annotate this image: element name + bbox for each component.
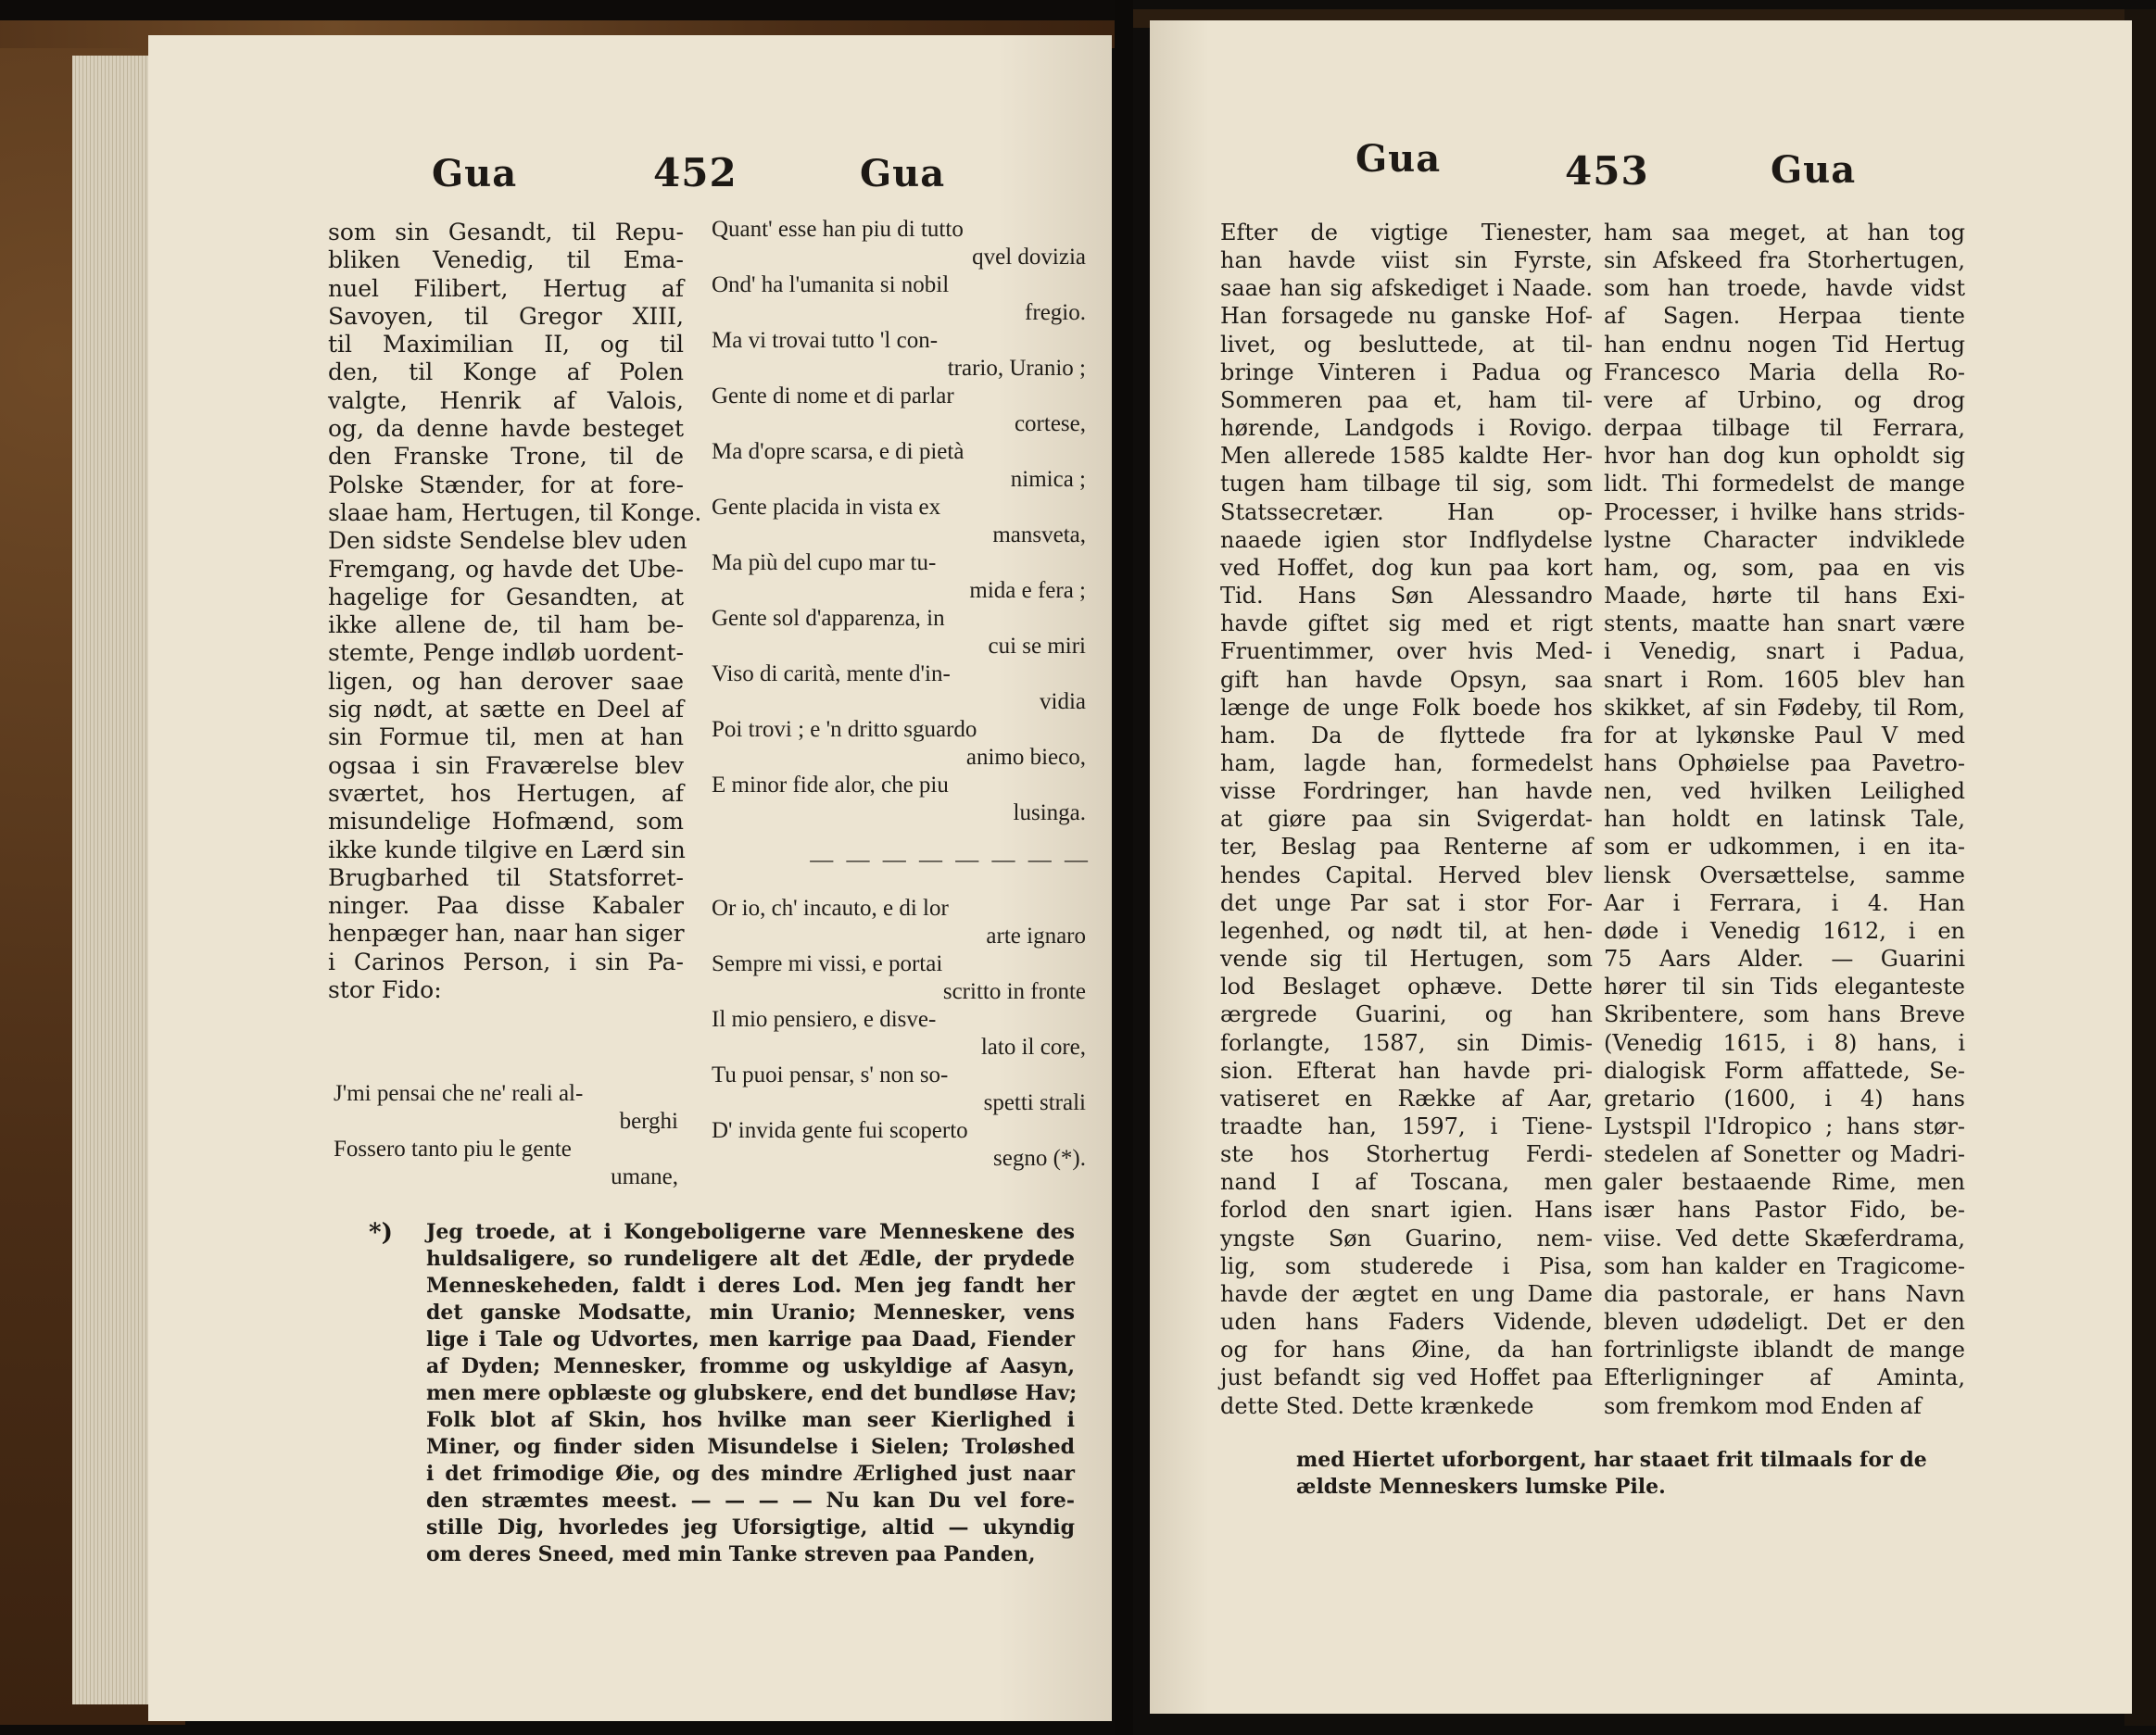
text-line: ham, og, som, paa en vis	[1604, 554, 1965, 581]
text-line: Brugbarhed til Statsforret-	[328, 863, 684, 891]
footnote-text	[426, 1219, 1078, 1568]
footnote-continuation	[1296, 1447, 1959, 1501]
left-column-text	[328, 219, 702, 1004]
text-line: døde i Venedig 1612, i en	[1604, 917, 1965, 944]
verse-main: Gente di nome et di parlar	[712, 383, 954, 409]
text-line: lystne Character indviklede	[1604, 526, 1965, 553]
verse-line	[712, 950, 1091, 1006]
text-line: dia pastorale, er hans Navn	[1604, 1280, 1965, 1307]
verse-main: Quant' esse han piu di tutto	[712, 217, 964, 242]
text-line: lige i Tale og Udvortes, men karrige paa Daad, Fiender	[426, 1327, 1075, 1352]
text-line: hans Ophøielse paa Pavetro-	[1604, 749, 1965, 776]
text-line: længe de unge Folk boede hos	[1220, 694, 1593, 721]
verse-line	[712, 1062, 1091, 1117]
text-line: gretario (1600, i 4) hans	[1604, 1085, 1965, 1112]
page-edges	[72, 56, 152, 1704]
footnote-marker: *)	[369, 1219, 393, 1247]
page-number: 453	[1565, 148, 1649, 194]
text-line: ærgrede Guarini, og han	[1220, 1001, 1593, 1028]
verse-continuation: lato il core,	[980, 1035, 1086, 1060]
right-page	[1150, 20, 2132, 1714]
verse-continuation: lusinga.	[1013, 800, 1086, 825]
text-line: stemte, Penge indløb uordent-	[328, 639, 684, 667]
text-line: Tid. Hans Søn Alessandro	[1220, 583, 1593, 610]
text-line: stents, maatte han snart være	[1604, 610, 1965, 637]
text-line: Polske Stænder, for at fore-	[328, 471, 684, 498]
header-right-word: Gua	[1771, 148, 1857, 192]
verse-main: Il mio pensiero, e disve-	[712, 1007, 937, 1032]
verse-line	[712, 271, 1091, 327]
verse-main: J'mi pensai che ne' reali al-	[334, 1081, 584, 1106]
text-line: dialogisk Form affattede, Se-	[1604, 1057, 1965, 1084]
text-line: ham. Da de flyttede fra	[1220, 722, 1593, 748]
text-line: ved Hoffet, dog kun paa kort	[1220, 554, 1593, 581]
verse-main: Ma vi trovai tutto 'l con-	[712, 328, 939, 353]
text-line: yngste Søn Guarino, nem-	[1220, 1225, 1593, 1251]
verse-main: Poi trovi ; e 'n dritto sguardo	[712, 717, 977, 742]
text-line: om deres Sneed, med min Tanke streven paa Panden,	[426, 1542, 1036, 1566]
text-line: som fremkom mod Enden af	[1604, 1392, 1922, 1419]
verse-main: Ond' ha l'umanita si nobil	[712, 272, 950, 297]
text-line: sig nødt, at sætte en Deel af	[328, 696, 684, 723]
text-line: galer bestaaende Rime, men	[1604, 1169, 1965, 1196]
text-line: Efterligninger af Aminta,	[1604, 1364, 1965, 1391]
verse-line	[712, 660, 1091, 716]
text-line: bliken Venedig, til Ema-	[328, 246, 684, 274]
verse-line	[712, 605, 1091, 660]
verse-line	[712, 216, 1091, 271]
text-line: i Carinos Person, i sin Pa-	[328, 948, 684, 975]
text-line: ninger. Paa disse Kabaler	[328, 892, 684, 920]
verse-main: Viso di carità, mente d'in-	[712, 661, 951, 686]
page-number: 452	[653, 150, 738, 195]
text-line: traadte han, 1597, i Tiene-	[1220, 1113, 1593, 1139]
text-line: til Maximilian II, og til	[328, 331, 684, 358]
text-line: den, til Konge af Polen	[328, 358, 684, 386]
text-line: men mere opblæste og glubskere, end det bundløse Hav;	[426, 1381, 1078, 1405]
text-line: visse Fordringer, han havde	[1220, 778, 1593, 805]
verse-continuation: nimica ;	[1010, 467, 1086, 492]
verse-continuation: mansveta,	[992, 522, 1086, 547]
verse-main: Gente placida in vista ex	[712, 495, 941, 520]
verse-line	[712, 1117, 1091, 1173]
text-line: sin Afskeed fra Storhertugen,	[1604, 247, 1965, 274]
text-line: ham saa meget, at han tog	[1604, 220, 1965, 245]
text-line: Folk blot af Skin, hos hvilke man seer Kierlighed i	[426, 1408, 1075, 1432]
text-line: Skribentere, som hans Breve	[1604, 1001, 1965, 1028]
text-line: af Sagen. Herpaa tiente	[1604, 303, 1965, 330]
text-line: ligen, og han derover saae	[328, 667, 684, 695]
text-line: ham, lagde han, formedelst	[1220, 749, 1593, 776]
text-line: som han troede, havde vidst	[1604, 275, 1965, 302]
text-line: af Dyden; Mennesker, fromme og uskyldige af Aasyn,	[426, 1354, 1075, 1378]
text-line: i det frimodige Øie, og des mindre Ærlighed just naar	[426, 1462, 1075, 1486]
verse-right-column-2	[712, 895, 1091, 1173]
verse-line	[712, 1006, 1091, 1062]
verse-main: Or io, ch' incauto, e di lor	[712, 896, 949, 921]
text-line: hører til sin Tids eleganteste	[1604, 974, 1965, 1000]
verse-line	[712, 383, 1091, 438]
text-line: Fremgang, og havde det Ube-	[328, 555, 684, 583]
right-column-1-text	[1220, 219, 1593, 1420]
verse-line	[712, 494, 1091, 549]
text-line: vende sig til Hertugen, som	[1220, 946, 1593, 973]
text-line: slaae ham, Hertugen, til Konge.	[328, 498, 702, 526]
text-line: Menneskeheden, faldt i deres Lod. Men jeg fandt her	[426, 1274, 1075, 1298]
text-line: Savoyen, til Gregor XIII,	[328, 302, 684, 330]
verse-main: E minor fide alor, che piu	[712, 773, 949, 798]
text-line: ogsaa i sin Fraværelse blev	[328, 751, 684, 779]
verse-main: Fossero tanto piu le gente	[334, 1137, 572, 1162]
text-line: Miner, og finder siden Misundelse i Sielen; Troløshed	[426, 1435, 1075, 1459]
text-line: snart i Rom. 1605 blev han	[1604, 666, 1965, 693]
text-line: nuel Filibert, Hertug af	[328, 274, 684, 302]
text-line: ældste Menneskers lumske Pile.	[1296, 1475, 1666, 1499]
text-line: og, da denne havde besteget	[328, 415, 684, 443]
text-line: han havde viist sin Fyrste,	[1220, 247, 1593, 274]
right-column-2-text	[1604, 219, 1965, 1420]
verse-continuation: umane,	[611, 1164, 678, 1189]
text-line: Den sidste Sendelse blev uden	[328, 527, 687, 555]
text-line: ter, Beslag paa Renterne af	[1220, 834, 1593, 861]
text-line: det ganske Modsatte, min Uranio; Mennesker, vens	[426, 1301, 1075, 1325]
verse-continuation: berghi	[619, 1109, 678, 1134]
text-line: sværtet, hos Hertugen, af	[328, 779, 684, 807]
text-line: at giøre paa sin Svigerdat-	[1220, 806, 1593, 833]
verse-continuation: segno (*).	[993, 1146, 1086, 1171]
text-line: Men allerede 1585 kaldte Her-	[1220, 443, 1593, 470]
text-line: hvor han dog kun opholdt sig	[1604, 443, 1965, 470]
text-line: især hans Pastor Fido, be-	[1604, 1197, 1965, 1224]
text-line: Francesco Maria della Ro-	[1604, 358, 1965, 385]
text-line: 75 Aars Alder. — Guarini	[1604, 946, 1965, 973]
text-line: lig, som studerede i Pisa,	[1220, 1252, 1593, 1279]
verse-continuation: trario, Uranio ;	[947, 356, 1086, 381]
text-line: sion. Efterat han havde pri-	[1220, 1057, 1593, 1084]
text-line: som er udkommen, i en ita-	[1604, 834, 1965, 861]
text-line: Maade, hørte til hans Exi-	[1604, 583, 1965, 610]
verse-continuation: mida e fera ;	[969, 578, 1086, 603]
text-line: i Venedig, snart i Padua,	[1604, 638, 1965, 665]
text-line: stor Fido:	[328, 976, 442, 1004]
text-line: forlod den snart igien. Hans	[1220, 1197, 1593, 1224]
text-line: stedelen af Sonetter og Madri-	[1604, 1141, 1965, 1168]
verse-line	[712, 438, 1091, 494]
text-line: ikke allene de, til ham be-	[328, 611, 684, 639]
text-line: som han kalder en Tragicome-	[1604, 1252, 1965, 1279]
text-line: havde der ægtet en ung Dame	[1220, 1280, 1593, 1307]
text-line: nand I af Toscana, men	[1220, 1169, 1593, 1196]
text-line: havde giftet sig med et rigt	[1220, 610, 1593, 637]
verse-line	[712, 772, 1091, 827]
text-line: liensk Oversættelse, samme	[1604, 861, 1965, 888]
text-line: bleven udødeligt. Det er den	[1604, 1309, 1965, 1336]
verse-continuation: fregio.	[1025, 300, 1086, 325]
text-line: hendes Capital. Herved blev	[1220, 861, 1593, 888]
verse-continuation: qvel dovizia	[972, 245, 1086, 270]
verse-line	[712, 895, 1091, 950]
text-line: Aar i Ferrara, i 4. Han	[1604, 889, 1965, 916]
text-line: huldsaligere, so rundeligere alt det Ædle, der prydede	[426, 1247, 1075, 1271]
text-line: gift han havde Opsyn, saa	[1220, 666, 1593, 693]
verse-main: Ma d'opre scarsa, e di pietà	[712, 439, 965, 464]
verse-line	[334, 1080, 684, 1136]
verse-line	[334, 1136, 684, 1191]
verse-line	[712, 327, 1091, 383]
text-line: dette Sted. Dette krænkede	[1220, 1392, 1534, 1419]
text-line: tugen ham tilbage til sig, som	[1220, 471, 1593, 497]
verse-main: D' invida gente fui scoperto	[712, 1118, 968, 1143]
text-line: ste hos Storhertug Ferdi-	[1220, 1141, 1593, 1168]
text-line: viise. Ved dette Skæferdrama,	[1604, 1225, 1965, 1251]
text-line: just befandt sig ved Hoffet paa	[1220, 1364, 1593, 1391]
verse-continuation: cortese,	[1014, 411, 1086, 436]
verse-continuation: cui se miri	[988, 634, 1086, 659]
text-line: Fruentimmer, over hvis Med-	[1220, 638, 1593, 665]
text-line: skikket, af sin Fødeby, til Rom,	[1604, 694, 1965, 721]
verse-continuation: vidia	[1040, 689, 1086, 714]
verse-continuation: scritto in fronte	[942, 979, 1086, 1004]
text-line: som sin Gesandt, til Repu-	[328, 219, 684, 245]
verse-continuation: spetti strali	[983, 1090, 1086, 1115]
text-line: stille Dig, hvorledes jeg Uforsigtige, altid — ukyndig	[426, 1515, 1075, 1540]
text-line: han holdt en latinsk Tale,	[1604, 806, 1965, 833]
left-page	[148, 35, 1112, 1721]
text-line: bringe Vinteren i Padua og	[1220, 358, 1593, 385]
text-line: med Hiertet uforborgent, har staaet frit tilmaals for de	[1296, 1448, 1927, 1472]
text-line: Lystspil l'Idropico ; hans stør-	[1604, 1113, 1965, 1139]
verse-line	[712, 716, 1091, 772]
text-line: Jeg troede, at i Kongeboligerne vare Menneskene des	[426, 1220, 1075, 1244]
verse-main: Ma più del cupo mar tu-	[712, 550, 937, 575]
verse-main: Sempre mi vissi, e portai	[712, 951, 943, 976]
text-line: legenhed, og nødt til, at hen-	[1220, 917, 1593, 944]
verse-line	[712, 549, 1091, 605]
text-line: ikke kunde tilgive en Lærd sin	[328, 836, 686, 863]
verse-left-column	[334, 1080, 684, 1191]
text-line: og for hans Øine, da han	[1220, 1337, 1593, 1364]
text-line: Efter de vigtige Tienester,	[1220, 220, 1593, 245]
verse-right-column	[712, 216, 1091, 827]
verse-main: Gente sol d'apparenza, in	[712, 606, 945, 631]
text-line: lod Beslaget ophæve. Dette	[1220, 974, 1593, 1000]
text-line: nen, ved hvilken Leilighed	[1604, 778, 1965, 805]
text-line: Processer, i hvilke hans strids-	[1604, 498, 1965, 525]
text-line: sin Formue til, men at han	[328, 723, 684, 751]
verse-continuation: arte ignaro	[986, 924, 1086, 949]
text-line: (Venedig 1615, i 8) hans, i	[1604, 1029, 1965, 1056]
text-line: forlangte, 1587, sin Dimis-	[1220, 1029, 1593, 1056]
text-line: lidt. Thi formedelst de mange	[1604, 471, 1965, 497]
text-line: livet, og besluttede, at til-	[1220, 331, 1593, 358]
text-line: han endnu nogen Tid Hertug	[1604, 331, 1965, 358]
text-line: for at lykønske Paul V med	[1604, 722, 1965, 748]
text-line: henpæger han, naar han siger	[328, 920, 685, 948]
header-right-word: Gua	[860, 152, 946, 195]
text-line: vatiseret en Række af Aar,	[1220, 1085, 1593, 1112]
header-left-word: Gua	[432, 152, 518, 195]
text-line: hagelige for Gesandten, at	[328, 583, 684, 610]
right-page-photo	[1133, 0, 2156, 1735]
text-line: den Franske Trone, til de	[328, 443, 684, 471]
text-line: naaede igien stor Indflydelse	[1220, 526, 1593, 553]
text-line: Han forsagede nu ganske Hof-	[1220, 303, 1593, 330]
verse-continuation: animo bieco,	[965, 745, 1086, 770]
text-line: vere af Urbino, og drog	[1604, 386, 1965, 413]
text-line: Statssecretær. Han op-	[1220, 498, 1593, 525]
text-line: misundelige Hofmænd, som	[328, 808, 684, 836]
verse-main: Tu puoi pensar, s' non so-	[712, 1062, 949, 1088]
text-line: uden hans Faders Vidende,	[1220, 1309, 1593, 1336]
text-line: saae han sig afskediget i Naade.	[1220, 275, 1593, 302]
text-line: den stræmtes meest. — — — — Nu kan Du vel fore-	[426, 1489, 1075, 1513]
verse-separator: — — — — — — — —	[810, 848, 1091, 873]
text-line: fortrinligste iblandt de mange	[1604, 1337, 1965, 1364]
text-line: valgte, Henrik af Valois,	[328, 386, 684, 414]
text-line: derpaa tilbage til Ferrara,	[1604, 415, 1965, 442]
text-line: hørende, Landgods i Rovigo.	[1220, 415, 1593, 442]
text-line: det unge Par sat i stor For-	[1220, 889, 1593, 916]
text-line: Sommeren paa et, ham til-	[1220, 386, 1593, 413]
header-left-word: Gua	[1355, 137, 1442, 181]
